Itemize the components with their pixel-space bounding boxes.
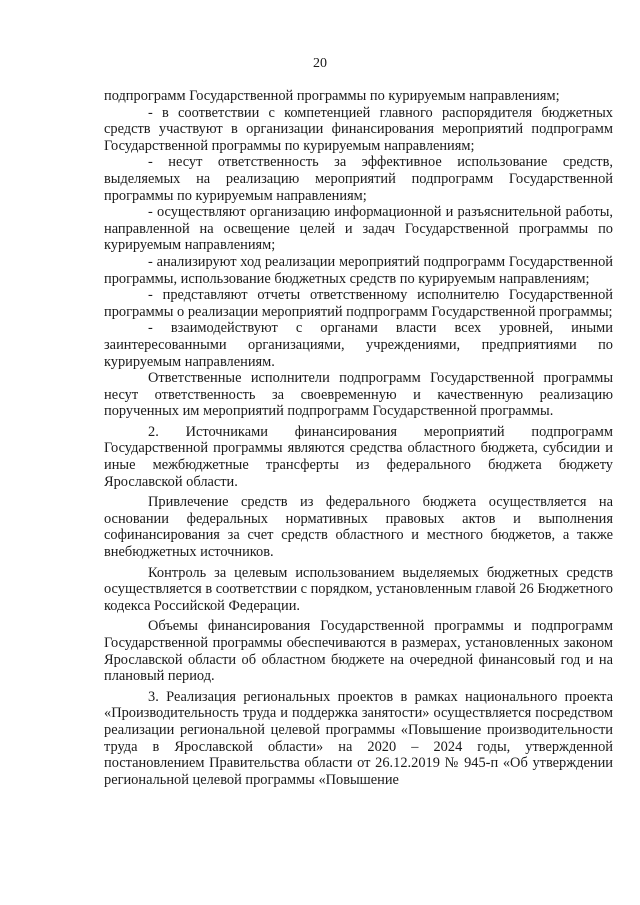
paragraph: Привлечение средств из федерального бюджета осуществляется на основании федеральных нормативных правовых актов и выполнения софинансирования за счет средств областного и местного бюджетов, а также внебюджетных источников. xyxy=(104,494,613,561)
paragraph: 3. Реализация региональных проектов в рамках национального проекта «Производительность труда и поддержка занятости» осуществляется посредством реализации региональной целевой программы «Повышение производительности труда в Ярославской области» на 2020 – 2024 годы, утвержденной постановлением Правительства области от 26.12.2019 № 945-п «Об утверждении региональной целевой программы «Повышение xyxy=(104,688,613,788)
paragraph: Ответственные исполнители подпрограмм Государственной программы несут ответственность за своевременную и качественную реализацию порученных им мероприятий подпрограмм Государственной программы. xyxy=(104,370,613,420)
document-body xyxy=(104,88,613,788)
paragraph: - взаимодействуют с органами власти всех уровней, иными заинтересованными организациями, учреждениями, предприятиями по курируемым направлениям. xyxy=(104,320,613,370)
paragraph: - в соответствии с компетенцией главного распорядителя бюджетных средств участвуют в организации финансирования мероприятий подпрограмм Государственной программы по курируемым направлениям; xyxy=(104,104,613,154)
paragraph: - анализируют ход реализации мероприятий подпрограмм Государственной программы, использование бюджетных средств по курируемым направлениям; xyxy=(104,253,613,287)
paragraph: - представляют отчеты ответственному исполнителю Государственной программы о реализации мероприятий подпрограмм Государственной программы; xyxy=(104,287,613,320)
page-number: 20 xyxy=(313,56,327,71)
paragraph: Объемы финансирования Государственной программы и подпрограмм Государственной программы обеспечиваются в размерах, установленных законом Ярославской области об областном бюджете на очередной финансовый год и на плановый период. xyxy=(104,618,613,685)
paragraph: - осуществляют организацию информационной и разъяснительной работы, направленной на освещение целей и задач Государственной программы по курируемым направлениям; xyxy=(104,204,613,254)
paragraph: 2. Источниками финансирования мероприятий подпрограмм Государственной программы являются средства областного бюджета, субсидии и иные межбюджетные трансферты из федерального бюджета бюджету Ярославской области. xyxy=(104,423,613,490)
paragraph: подпрограмм Государственной программы по курируемым направлениям; xyxy=(104,88,560,104)
paragraph: Контроль за целевым использованием выделяемых бюджетных средств осуществляется в соответствии с порядком, установленным главой 26 Бюджетного кодекса Российской Федерации. xyxy=(104,564,613,614)
paragraph: - несут ответственность за эффективное использование средств, выделяемых на реализацию мероприятий подпрограмм Государственной программы по курируемым направлениям; xyxy=(104,154,613,204)
